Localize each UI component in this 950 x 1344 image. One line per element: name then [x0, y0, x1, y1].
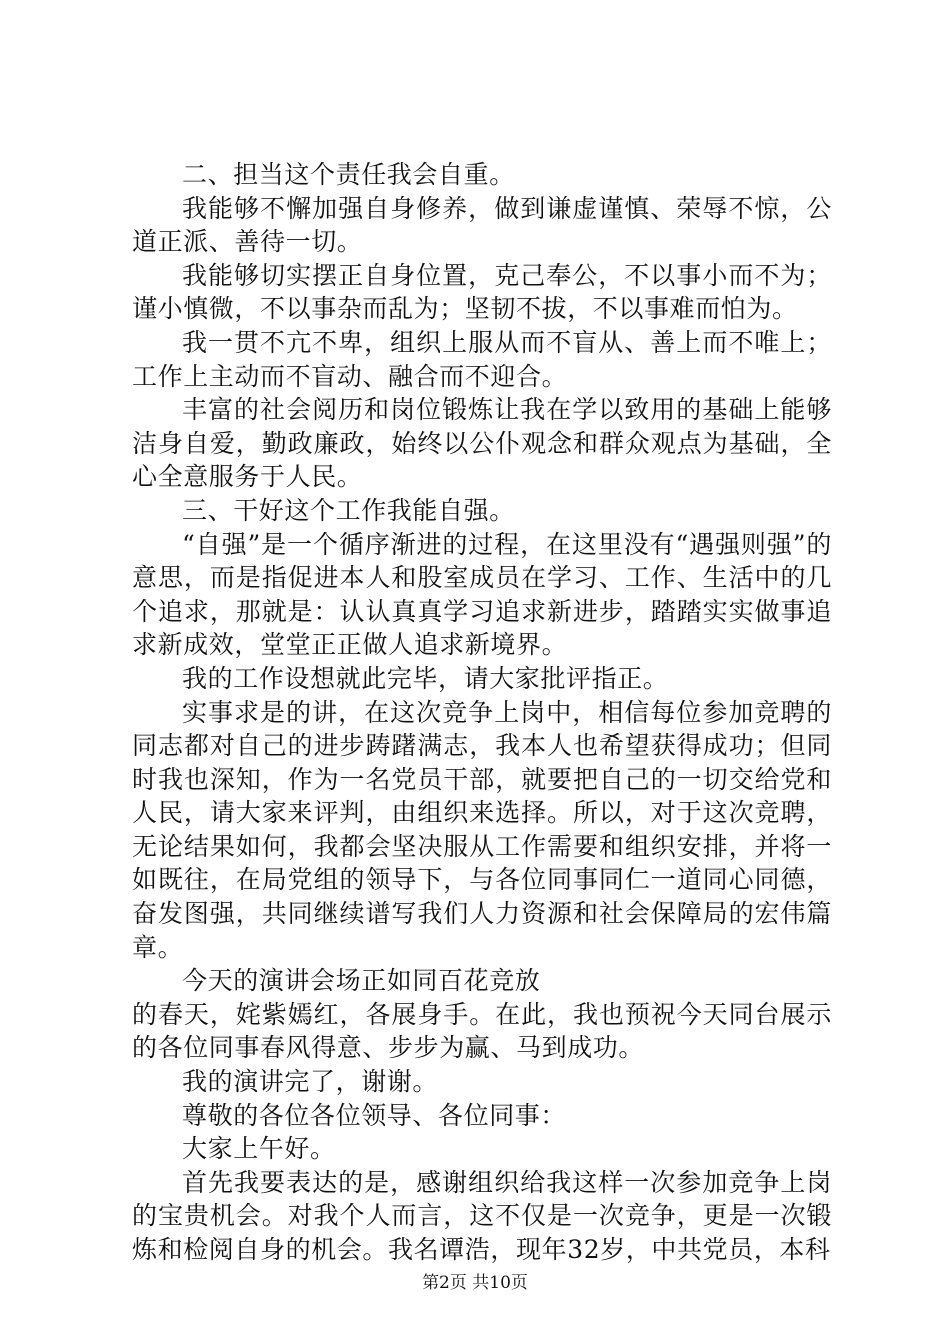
paragraph: 我能够不懈加强自身修养，做到谦虚谨慎、荣辱不惊，公道正派、善待一切。 — [132, 193, 832, 257]
paragraph: 我的演讲完了，谢谢。 — [182, 1067, 439, 1097]
paragraph: 大家上午好。 — [182, 1134, 336, 1164]
paragraph: 丰富的社会阅历和岗位锻炼让我在学以致用的基础上能够洁身自爱，勤政廉政，始终以公仆观念和群众观点为基础，全心全意服务于人民。 — [132, 395, 832, 492]
document-body — [132, 158, 832, 1267]
paragraph: 的春天，姹紫嫣红，各展身手。在此，我也预祝今天同台展示的各位同事春风得意、步步为赢、马到成功。 — [132, 999, 832, 1063]
paragraph: 我能够切实摆正自身位置，克己奉公，不以事小而不为；谨小慎微，不以事杂而乱为；坚韧不拔，不以事难而怕为。 — [132, 260, 832, 324]
paragraph: “自强”是一个循序渐进的过程，在这里没有“遇强则强”的意思，而是指促进本人和股室成员在学习、工作、生活中的几个追求，那就是：认认真真学习追求新进步，踏踏实实做事追求新成效，堂堂正正做人追求新境界。 — [132, 529, 832, 660]
paragraph: 三、干好这个工作我能自强。 — [182, 495, 515, 525]
paragraph: 二、担当这个责任我会自重。 — [182, 160, 515, 189]
paragraph: 实事求是的讲，在这次竞争上岗中，相信每位参加竞聘的同志都对自己的进步踌躇满志，我本人也希望获得成功；但同时我也深知，作为一名党员干部，就要把自己的一切交给党和人民，请大家来评判，由组织来选择。所以，对于这次竞聘，无论结果如何，我都会坚决服从工作需要和组织安排，并将一如既往，在局党组的领导下，与各位同事同仁一道同心同德，奋发图强，共同继续谱写我们人力资源和社会保障局的宏伟篇章。 — [132, 697, 832, 962]
paragraph: 尊敬的各位各位领导、各位同事： — [182, 1100, 567, 1130]
paragraph: 我一贯不亢不卑，组织上服从而不盲从、善上而不唯上；工作上主动而不盲动、融合而不迎合。 — [132, 327, 832, 391]
paragraph: 首先我要表达的是，感谢组织给我这样一次参加竞争上岗的宝贵机会。对我个人而言，这不仅是一次竞争，更是一次锻炼和检阅自身的机会。我名谭浩，现年32岁，中共党员，本科 — [132, 1167, 832, 1264]
paragraph: 我的工作设想就此完毕，请大家批评指正。 — [182, 663, 669, 693]
page-footer: 第2页 共10页 — [422, 1273, 528, 1293]
paragraph: 今天的演讲会场正如同百花竞放 — [182, 966, 541, 996]
